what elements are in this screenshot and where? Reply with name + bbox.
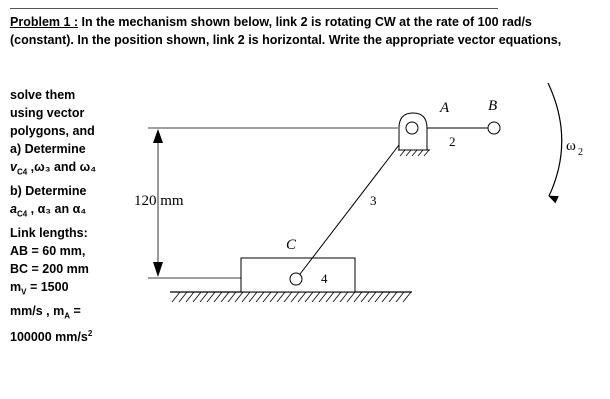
- ac4-subscript: C4: [16, 209, 28, 219]
- side-line: solve them: [10, 88, 76, 102]
- omega-arrow: [548, 83, 562, 196]
- last-superscript: 2: [87, 329, 93, 339]
- side-line: using vector: [10, 106, 85, 121]
- side-line: b) Determine: [10, 183, 87, 198]
- ground-hatching: [172, 292, 411, 302]
- side-line: polygons, and: [10, 124, 95, 139]
- pivot-hatching: [400, 150, 429, 156]
- problem-text: In the mechanism shown below, link 2 is rotating CW at the rate of 100 rad/s (constant). In the position shown, link 2 is horizontal. Write the appropriate vector equations,: [10, 15, 562, 47]
- side-line: Link lengths:: [10, 225, 88, 240]
- mv-main: m: [10, 279, 22, 294]
- mv-value: = 1500: [26, 279, 69, 294]
- ma-subscript: A: [64, 311, 70, 321]
- alpha-list: , α₃ an α₄: [27, 202, 87, 217]
- ac4-symbol: a: [10, 202, 17, 217]
- dimension-arrow-up: [153, 129, 163, 143]
- joint-A: [406, 122, 418, 134]
- vc4-subscript: C4: [16, 167, 28, 177]
- omega-symbol: ω: [566, 138, 576, 154]
- ma-line-b: =: [69, 303, 81, 318]
- link-3-label: 3: [370, 193, 377, 208]
- dimension-label: 120 mm: [134, 193, 184, 209]
- joint-B: [488, 122, 500, 134]
- mv-subscript: V: [21, 287, 27, 297]
- link-4-label: 4: [321, 271, 328, 286]
- side-line: AB = 60 mm,: [10, 243, 86, 258]
- vc4-symbol: v: [10, 160, 17, 175]
- side-line: BC = 200 mm: [10, 261, 89, 276]
- dimension-arrow-down: [153, 262, 163, 277]
- joint-C: [290, 273, 302, 285]
- link-3: [297, 128, 412, 278]
- problem-label: Problem 1 :: [10, 15, 79, 29]
- label-B: B: [488, 98, 498, 114]
- omega-subscript: 2: [578, 147, 583, 158]
- side-line: a) Determine: [10, 142, 86, 157]
- link-2-label: 2: [449, 134, 456, 149]
- last-main: 100000 mm/s: [10, 330, 88, 345]
- ma-line-a: mm/s , m: [10, 303, 65, 318]
- label-A: A: [440, 100, 450, 116]
- omega-list: ,ω₃ and ω₄: [27, 160, 97, 175]
- label-C: C: [286, 237, 297, 253]
